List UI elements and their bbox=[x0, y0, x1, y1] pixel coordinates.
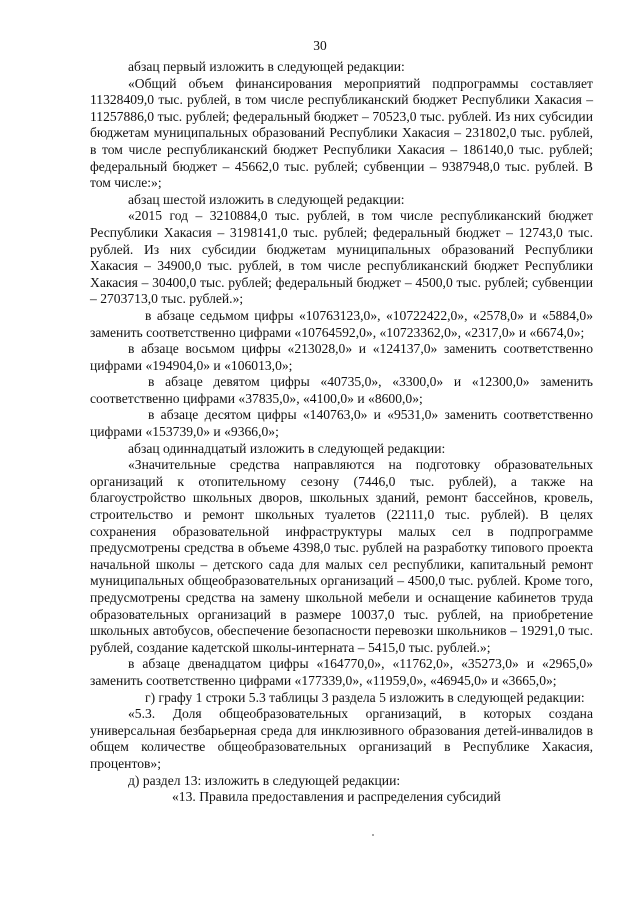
paragraph-twelfth-replace: в абзаце двенадцатом цифры «164770,0», «11762,0», «35273,0» и «2965,0» заменить соответственно цифрами «177339,0», «11959,0», «46945,0» и «3665,0»; bbox=[90, 656, 593, 688]
page-number: 30 bbox=[313, 38, 327, 53]
paragraph-item-d: д) раздел 13: изложить в следующей редакции: bbox=[128, 772, 401, 788]
paragraph-instruction-first: абзац первый изложить в следующей редакции: bbox=[128, 59, 405, 74]
document-body bbox=[90, 59, 593, 806]
paragraph-instruction-sixth: абзац шестой изложить в следующей редакции: bbox=[128, 191, 405, 207]
paragraph-eighth-replace: в абзаце восьмом цифры «213028,0» и «124137,0» заменить соответственно цифрами «194904,0» и «106013,0»; bbox=[90, 341, 593, 373]
paragraph-quote-significant-funds: «Значительные средства направляются на подготовку образовательных организаций к отопительному сезону (7446,0 тыс. рублей), а также на благоустройство школьных дворов, школьных зданий, ремонт бассейнов, кровель, строительство и ремонт школьных туалетов (22111,0 тыс. рублей). В целях сохранения образовательной инфраструктуры малых сел в подпрограмме предусмотрены средства в объеме 4398,0 тыс. рублей на разработку типового проекта начальной школы – детского сада для малых сел республики, капитальный ремонт муниципальных общеобразовательных организаций – 4500,0 тыс. рублей. Кроме того, предусмотрены средства на замену школьной мебели и оснащение кабинетов труда образовательных организаций в размере 10037,0 тыс. рублей, на приобретение школьных автобусов, обеспечение безопасности перевозки школьников – 19291,0 тыс. рублей, создание кадетской школы-интерната – 5415,0 тыс. рублей.»; bbox=[90, 457, 593, 655]
paragraph-section-13-title: «13. Правила предоставления и распределения субсидий bbox=[172, 789, 501, 805]
paragraph-tenth-replace: в абзаце десятом цифры «140763,0» и «9531,0» заменить соответственно цифрами «153739,0» и «9366,0»; bbox=[90, 407, 593, 440]
paragraph-item-g: г) графу 1 строки 5.3 таблицы 3 раздела 5 изложить в следующей редакции: bbox=[145, 689, 585, 705]
paragraph-seventh-replace: в абзаце седьмом цифры «10763123,0», «10722422,0», «2578,0» и «5884,0» заменить соответственно цифрами «10764592,0», «10723362,0», «2317,0» и «6674,0»; bbox=[90, 307, 593, 340]
paragraph-quote-total-financing: «Общий объем финансирования мероприятий подпрограммы составляет 11328409,0 тыс. рублей, в том числе республиканский бюджет Республики Хакасия – 11257886,0 тыс. рублей; федеральный бюджет – 70523,0 тыс. рублей. Из них субсидии бюджетам муниципальных образований Республики Хакасия – 231802,0 тыс. рублей, в том числе республиканский бюджет Республики Хакасия – 186140,0 тыс. рублей; федеральный бюджет – 45662,0 тыс. рублей; субвенции – 9387948,0 тыс. рублей. В том числе:»; bbox=[90, 75, 593, 191]
scan-speck bbox=[372, 834, 374, 836]
paragraph-quote-5-3: «5.3. Доля общеобразовательных организаций, в которых создана универсальная безбарьерная среда для инклюзивного образования детей-инвалидов в общем количестве общеобразовательных организаций в Республике Хакасия, процентов»; bbox=[90, 706, 593, 771]
paragraph-ninth-replace: в абзаце девятом цифры «40735,0», «3300,0» и «12300,0» заменить соответственно цифрами «37835,0», «4100,0» и «8600,0»; bbox=[90, 374, 593, 406]
paragraph-quote-2015: «2015 год – 3210884,0 тыс. рублей, в том числе республиканский бюджет Республики Хакасия – 3198141,0 тыс. рублей; федеральный бюджет – 12743,0 тыс. рублей. Из них субсидии бюджетам муниципальных образований Республики Хакасия – 34900,0 тыс. рублей, в том числе республиканский бюджет Республики Хакасия – 30400,0 тыс. рублей; федеральный бюджет – 4500,0 тыс. рублей; субвенции – 2703713,0 тыс. рублей.»; bbox=[90, 208, 593, 307]
paragraph-instruction-eleventh: абзац одиннадцатый изложить в следующей редакции: bbox=[128, 440, 446, 456]
